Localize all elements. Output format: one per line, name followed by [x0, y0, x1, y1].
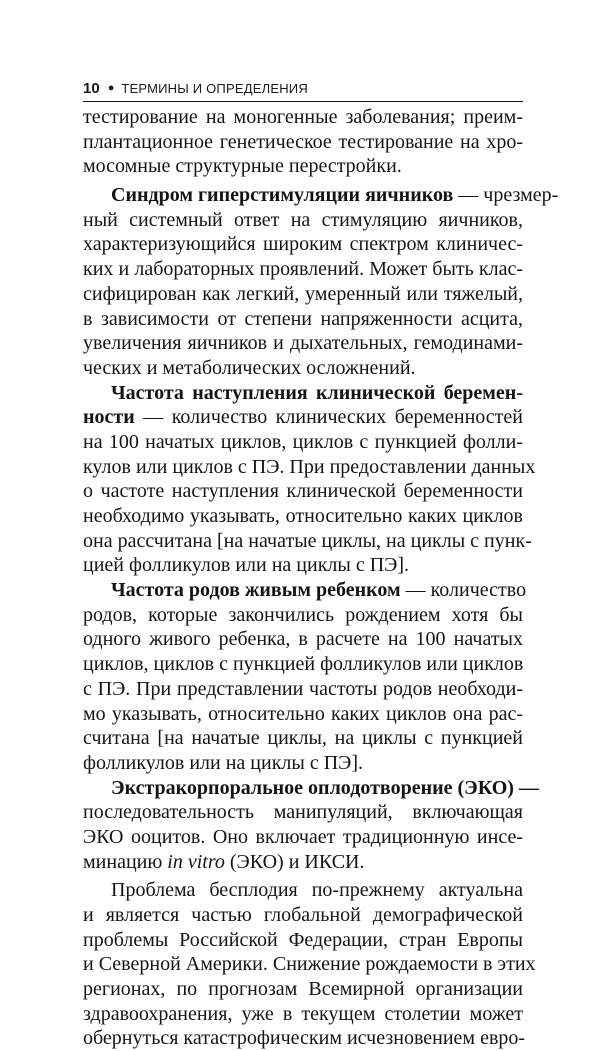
definition-clinical-pregnancy-rate [83, 381, 536, 579]
text-line: тестирование на моногенные заболевания; преим- [83, 106, 523, 128]
term-heading: Экстракорпоральное оплодотворение (ЭКО) [111, 776, 514, 799]
text-line: о частоте наступления клинической беременности [83, 480, 523, 503]
text-line: родов, которые закончились рождением хотя бы [83, 603, 523, 626]
text-line: мо указывать, относительно каких циклов она рас- [83, 702, 523, 725]
text-line: и Северной Америки. Снижение рождаемости в этих [83, 953, 536, 976]
text-line: с ПЭ. При представлении частоты родов необходи- [83, 677, 523, 700]
text-line: здравоохранения, уже в текущем столетии может [83, 1002, 523, 1025]
text-line: одного живого ребенка, в расчете на 100 начатых [83, 628, 523, 651]
page-body [83, 105, 559, 1051]
text-line: на 100 начатых циклов, циклов с пункцией фолли- [83, 430, 523, 453]
text-line: считана [на начатые циклы, на циклы с пункцией [83, 727, 523, 750]
text-line: регионах, по прогнозам Всемирной организации [83, 978, 523, 1001]
definition-ohss [83, 183, 559, 381]
text-line: необходимо указывать, относительно каких циклов [83, 505, 523, 527]
text-line: ЭКО ооцитов. Оно включает традиционную инсе- [83, 825, 523, 848]
term-heading: Частота наступления клинической беремен- [111, 381, 523, 404]
bullet-icon: ● [107, 82, 115, 94]
page-number: 10 [83, 79, 100, 97]
text-line: Частота родов живым ребенком — количество [111, 579, 527, 602]
term-heading: ности [83, 406, 135, 429]
text-line: проблемы Российской Федерации, стран Европы [83, 928, 523, 951]
text-line: ный системный ответ на стимуляцию яичников, [83, 208, 523, 231]
text-line: ческих и метаболических осложнений. [83, 356, 416, 379]
text-line [83, 381, 523, 406]
definition-live-birth-rate [83, 578, 527, 776]
text-line: обернуться катастрофическим исчезновением евро- [83, 1027, 526, 1050]
italic-term: in vitro [167, 850, 225, 873]
term-heading: Частота родов живым ребенком [111, 579, 401, 602]
text-line: Синдром гиперстимуляции яичников — чрезмер- [111, 184, 559, 207]
paragraph-continuation [83, 105, 523, 179]
text-line: ности — количество клинических беременностей [83, 406, 523, 429]
text-line: и является частью глобальной демографической [83, 904, 523, 926]
paragraph-infertility-problem [83, 878, 536, 1051]
text-line: в зависимости от степени напряженности асцита, [83, 307, 523, 330]
text-line: кулов или циклов с ПЭ. При предоставлении данных [83, 455, 536, 478]
term-heading: Синдром гиперстимуляции яичников [111, 184, 454, 207]
text-line: Экстракорпоральное оплодотворение (ЭКО) — [111, 776, 539, 799]
text-line: плантационное генетическое тестирование на хро- [83, 130, 523, 153]
text-line: характеризующийся широким спектром клиничес- [83, 233, 523, 256]
text-line: последовательность манипуляций, включающая [83, 801, 523, 824]
section-title: ТЕРМИНЫ И ОПРЕДЕЛЕНИЯ [121, 80, 308, 96]
text-line: сифицирован как легкий, умеренный или тяжелый, [83, 282, 523, 305]
text-line: минацию in vitro (ЭКО) и ИКСИ. [83, 850, 365, 873]
text-line: мосомные структурные перестройки. [83, 155, 402, 178]
text-line: Проблема бесплодия по-прежнему актуальна [111, 879, 523, 902]
text-line: ких и лабораторных проявлений. Может быть клас- [83, 258, 523, 281]
header-rule [83, 101, 523, 102]
text-line: циклов, циклов с пункцией фолликулов или циклов [83, 653, 524, 676]
running-header [83, 76, 523, 100]
text-line: фолликулов или на циклы с ПЭ]. [83, 751, 364, 774]
definition-ivf [83, 776, 539, 875]
text-line: она рассчитана [на начатые циклы, на циклы с пунк- [83, 529, 532, 552]
text-line: цией фолликулов или на циклы с ПЭ]. [83, 554, 410, 577]
text-line: увеличения яичников и дыхательных, гемодинами- [83, 332, 523, 355]
